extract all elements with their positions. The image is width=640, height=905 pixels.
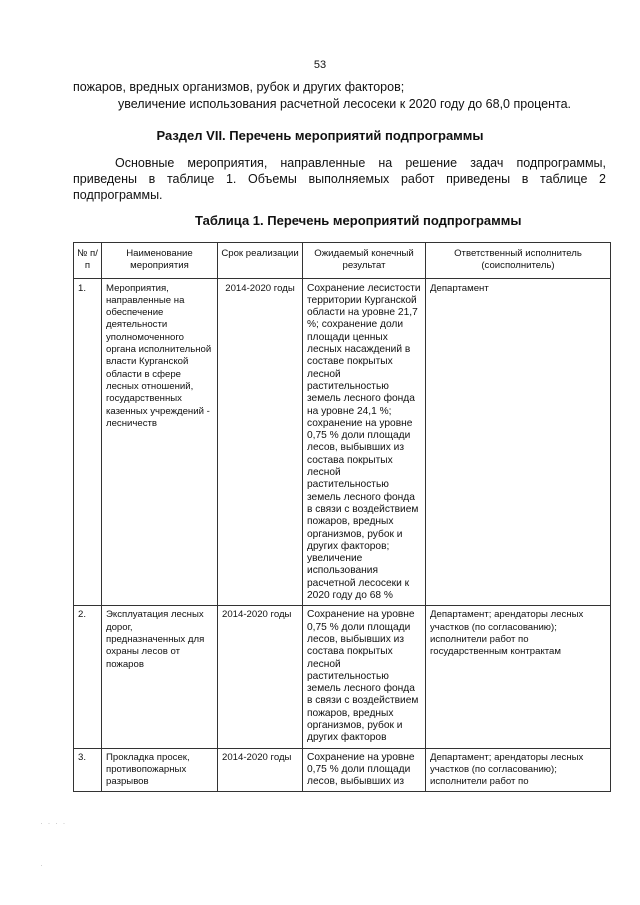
cell-result: Сохранение на уровне 0,75 % доли площади лесов, выбывших из bbox=[303, 748, 426, 792]
cell-term: 2014-2020 годы bbox=[218, 606, 303, 748]
scan-dot: · bbox=[40, 860, 43, 870]
cell-num: 3. bbox=[74, 748, 102, 792]
table-row bbox=[74, 606, 611, 748]
cell-num: 2. bbox=[74, 606, 102, 748]
table-caption: Таблица 1. Перечень мероприятий подпрограммы bbox=[195, 213, 522, 228]
cell-responsible: Департамент; арендаторы лесных участков (по согласованию); исполнители работ по государственным контрактам bbox=[426, 606, 611, 748]
cell-name: Мероприятия, направленные на обеспечение деятельности уполномоченного органа исполнительной власти Курганской области в сфере лесных отношений, государственных казенных учреждений - лесничеств bbox=[102, 278, 218, 606]
intro-line-1: пожаров, вредных организмов, рубок и других факторов; bbox=[73, 80, 405, 94]
page-number: 53 bbox=[313, 59, 327, 71]
cell-num: 1. bbox=[74, 278, 102, 606]
table-row bbox=[74, 278, 611, 606]
header-term: Срок реализации bbox=[218, 243, 303, 279]
table-row bbox=[74, 748, 611, 792]
header-responsible: Ответственный исполнитель (соисполнитель) bbox=[426, 243, 611, 279]
cell-name: Прокладка просек, противопожарных разрывов bbox=[102, 748, 218, 792]
intro-paragraph: Основные мероприятия, направленные на решение задач подпрограммы, приведены в таблице 1. Объемы выполняемых работ приведены в таблице 2 подпрограммы. bbox=[73, 156, 606, 202]
cell-term: 2014-2020 годы bbox=[218, 748, 303, 792]
cell-responsible: Департамент bbox=[426, 278, 611, 606]
cell-term: 2014-2020 годы bbox=[218, 278, 303, 606]
cell-result: Сохранение лесистости территории Курганской области на уровне 21,7 %; сохранение доли площади ценных лесных насаждений в составе покрытых лесной растительностью земель лесного фонда на уровне 24,1 %; сохранение на уровне 0,75 % доли площади лесов, выбывших из состава покрытых лесной растительностью земель лесного фонда в связи с воздействием пожаров, вредных организмов, рубок и других факторов; увеличение использования расчетной лесосеки к 2020 году до 68 % bbox=[303, 278, 426, 606]
header-num: № п/п bbox=[74, 243, 102, 279]
cell-result: Сохранение на уровне 0,75 % доли площади лесов, выбывших из состава покрытых лесной растительностью земель лесного фонда в связи с воздействием пожаров, вредных организмов, рубок и других факторов bbox=[303, 606, 426, 748]
scan-mark: · · · · bbox=[40, 818, 67, 828]
header-result: Ожидаемый конечный результат bbox=[303, 243, 426, 279]
section-heading: Раздел VII. Перечень мероприятий подпрограммы bbox=[156, 128, 484, 143]
measures-table bbox=[73, 242, 611, 792]
header-name: Наименование мероприятия bbox=[102, 243, 218, 279]
cell-name: Эксплуатация лесных дорог, предназначенных для охраны лесов от пожаров bbox=[102, 606, 218, 748]
table-header-row bbox=[74, 243, 611, 279]
cell-responsible: Департамент; арендаторы лесных участков (по согласованию); исполнители работ по bbox=[426, 748, 611, 792]
intro-line-2: увеличение использования расчетной лесосеки к 2020 году до 68,0 процента. bbox=[118, 97, 572, 111]
